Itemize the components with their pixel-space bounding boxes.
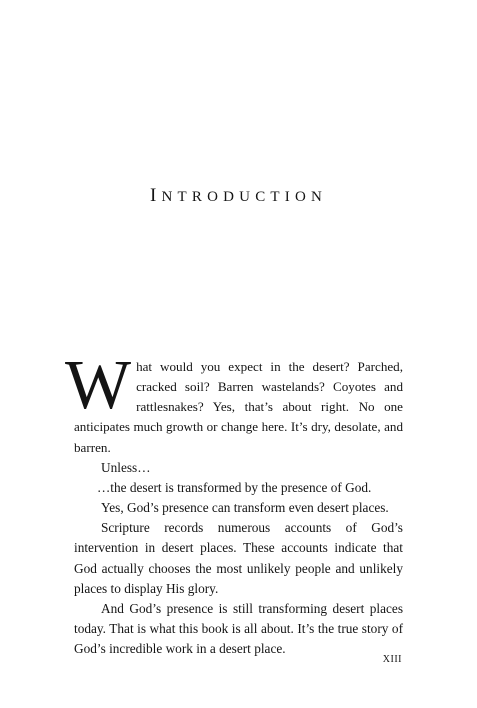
paragraph-6: And God’s presence is still transforming desert places today. That is what this book is all about. It’s the true story of God’s incredible work in a desert place. — [74, 600, 403, 657]
paragraph-4: Yes, God’s presence can transform even desert places. — [101, 500, 389, 516]
chapter-title-initial: I — [149, 185, 162, 206]
paragraph-1 — [65, 347, 403, 458]
paragraph-1-text: hat would you expect in the desert? Parched, cracked soil? Barren wastelands? Coyotes and rattlesnakes? Yes, that’s about right. No one anticipates much growth or change here. It’s dry, desolate, and barren. — [74, 359, 403, 455]
drop-cap: W — [65, 347, 132, 424]
chapter-title — [0, 187, 477, 206]
body-text — [65, 347, 403, 659]
chapter-title-rest: NTRODUCTION — [161, 189, 328, 205]
paragraph-3: …the desert is transformed by the presence of God. — [97, 479, 372, 495]
paragraph-5: Scripture records numerous accounts of God’s intervention in desert places. These accounts indicate that God actually chooses the most unlikely people and unlikely places to display His glory. — [74, 520, 403, 596]
page-number: XIII — [382, 654, 402, 665]
paragraph-2: Unless… — [101, 459, 151, 475]
